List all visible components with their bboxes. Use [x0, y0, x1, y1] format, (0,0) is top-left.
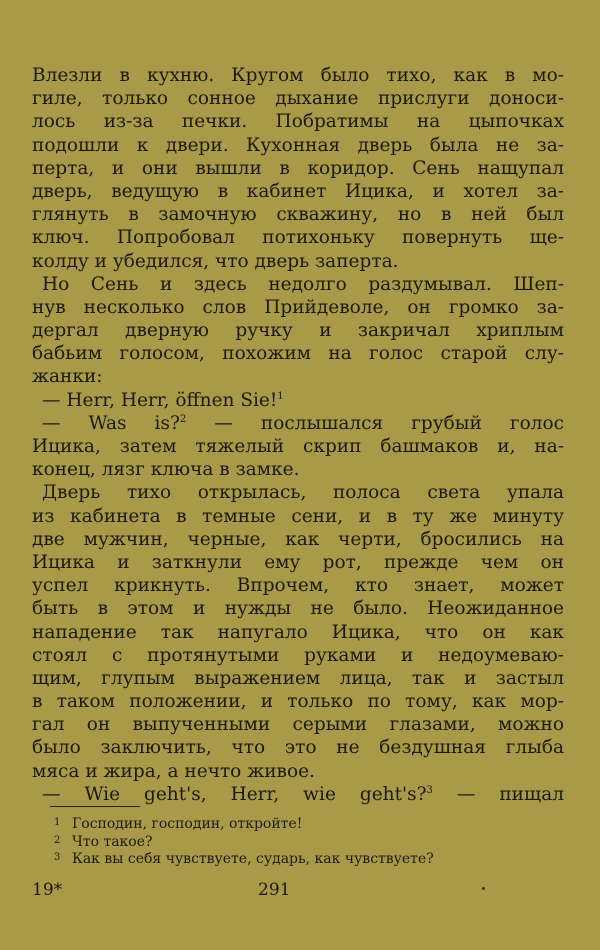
footnote-number: 1 — [54, 817, 61, 828]
footnote-divider — [50, 806, 140, 807]
dialogue-text: — Herr, Herr, öffnen Sie! — [42, 389, 278, 411]
footnote — [54, 849, 564, 867]
footnote — [54, 814, 564, 832]
printer-signature: 19* — [32, 880, 63, 900]
text-line: успел крикнуть. Впрочем, кто знает, может — [32, 575, 564, 597]
text-line: нув несколько слов Прийдеволе, он громко за- — [32, 296, 564, 318]
footnote-text: Что такое? — [72, 833, 153, 850]
footnote-text: Как вы себя чувствуете, сударь, как чувствуете? — [72, 851, 434, 867]
footnote-ref: 1 — [277, 390, 284, 402]
text-line: две мужчин, черные, как черти, бросились на — [32, 528, 564, 550]
footnote-text: Господин, господин, откройте! — [72, 816, 303, 832]
dialogue-text: — послышался грубый голос — [214, 412, 564, 434]
footnote-ref: 2 — [179, 413, 187, 425]
text-line: колду и убедился, что дверь заперта. — [32, 250, 399, 272]
text-line: быть в этом и нужды не было. Неожиданное — [32, 598, 564, 620]
footnote-ref: 3 — [426, 784, 433, 796]
text-line: Дверь тихо открылась, полоса света упала — [42, 482, 564, 504]
dialogue-line — [32, 412, 564, 435]
text-line: жанки: — [32, 366, 103, 388]
text-line: нападение так напугало Ицика, что он как — [32, 621, 564, 643]
footnote-number: 3 — [54, 852, 61, 863]
text-line: Но Сень и здесь недолго раздумывал. Шеп- — [42, 273, 564, 295]
text-line: гиле, только сонное дыхание прислуги доноси- — [32, 88, 564, 110]
text-line: гал он выпученными серыми глазами, можно — [32, 714, 564, 736]
text-line: лось из-за печки. Побратимы на цыпочках — [32, 111, 564, 133]
text-line: Ицика, затем тяжелый скрип башмаков и, на- — [32, 436, 564, 457]
text-line: в таком положении, и только по тому, как мор- — [32, 691, 564, 713]
dialogue-text: — Wie geht's, Herr, wie geht's? — [42, 783, 427, 805]
text-line: ключ. Попробовал потихоньку повернуть ще- — [32, 227, 564, 249]
dialogue-text: — пищал — [456, 783, 564, 805]
main-text — [32, 64, 564, 806]
page-number: 291 — [258, 880, 291, 900]
text-line: мяса и жира, а нечто живое. — [32, 760, 315, 782]
print-speck — [482, 887, 485, 890]
dialogue-line — [32, 783, 564, 806]
dialogue-line — [32, 389, 564, 412]
text-line: щим, глупым выражением лица, так и застыл — [32, 667, 564, 689]
text-line: дергал дверную ручку и закричал хриплым — [32, 320, 564, 342]
footnote — [54, 832, 564, 850]
text-line: Ицика и заткнули ему рот, прежде чем он — [32, 551, 564, 573]
text-line: было заключить, что это не бездушная глыба — [32, 737, 564, 759]
text-line: дверь, ведущую в кабинет Ицика, и хотел за- — [32, 180, 564, 202]
footnotes — [54, 814, 564, 867]
text-line: глянуть в замочную скважину, но в ней был — [32, 204, 564, 226]
text-line: Влезли в кухню. Кругом было тихо, как в мо- — [32, 65, 564, 86]
text-line: конец, лязг ключа в замке. — [32, 459, 300, 481]
text-line: подошли к двери. Кухонная дверь была не за- — [32, 134, 564, 156]
text-line: перта, и они вышли в коридор. Сень нащупал — [32, 157, 564, 179]
footnote-number: 2 — [54, 834, 61, 846]
text-line: из кабинета в темные сени, и в ту же минуту — [32, 505, 564, 527]
text-line: стоял с протянутыми руками и недоумеваю- — [32, 644, 564, 666]
dialogue-text: — Was is? — [42, 412, 180, 434]
text-line: бабьим голосом, похожим на голос старой слу- — [32, 343, 564, 365]
